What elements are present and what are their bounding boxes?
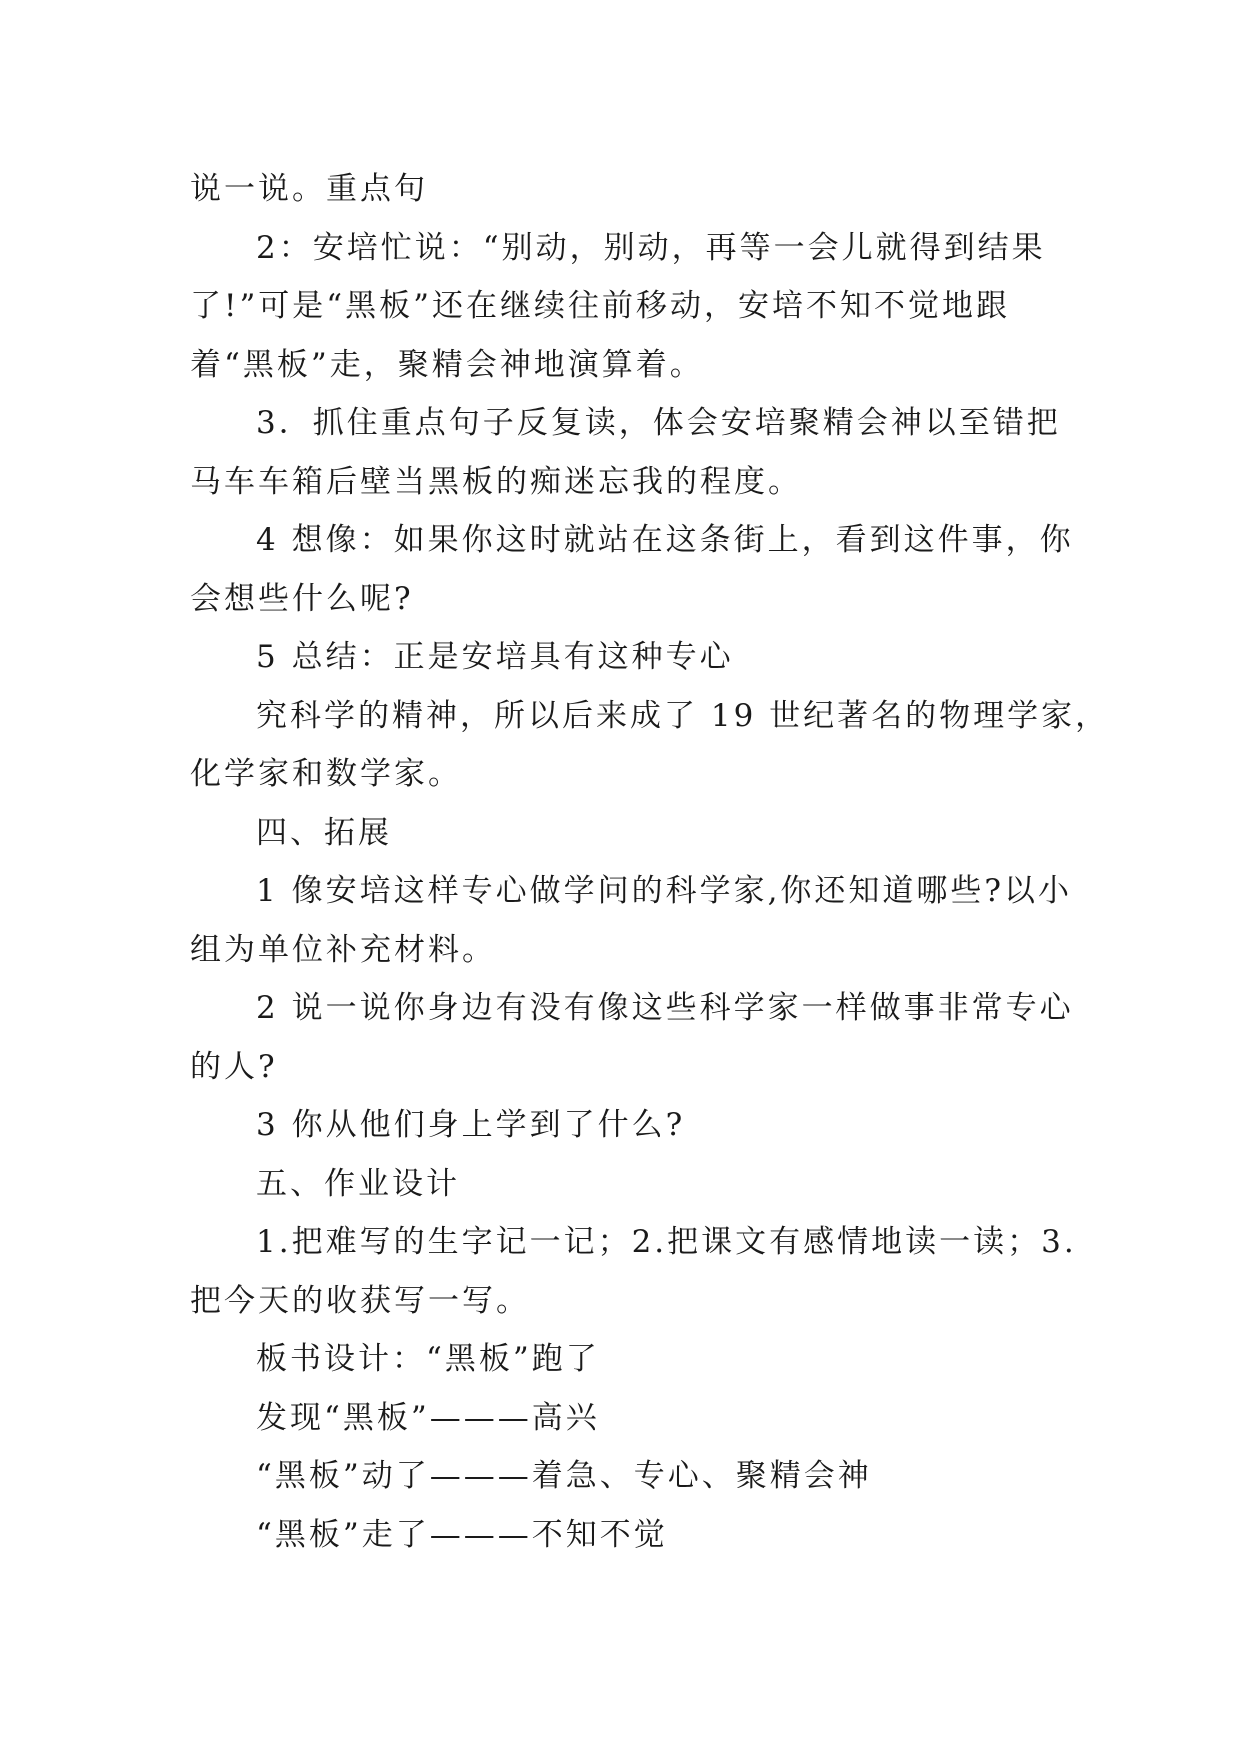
text-line: 4 想像：如果你这时就站在这条街上，看到这件事，你 — [256, 522, 1074, 558]
text-line: 说一说。重点句 — [190, 171, 428, 207]
text-line: 会想些什么呢? — [190, 580, 414, 617]
text-line: 5 总结：正是安培具有这种专心 — [256, 639, 734, 675]
text-line: 1.把难写的生字记一记；2.把课文有感情地读一读；3. — [256, 1224, 1077, 1260]
text-line: 3．抓住重点句子反复读，体会安培聚精会神以至错把 — [256, 405, 1061, 441]
text-line: 究科学的精神，所以后来成了 19 世纪著名的物理学家， — [256, 697, 1110, 734]
board-design-line: 发现“黑板”———高兴 — [256, 1399, 600, 1436]
text-line: 2 说一说你身边有没有像这些科学家一样做事非常专心 — [256, 990, 1074, 1026]
text-line: 2：安培忙说：“别动，别动，再等一会儿就得到结果 — [256, 229, 1046, 266]
text-line: 马车车箱后壁当黑板的痴迷忘我的程度。 — [190, 463, 802, 500]
text-line: 把今天的收获写一写。 — [190, 1282, 530, 1319]
section-heading: 四、拓展 — [256, 814, 392, 851]
text-line: 化学家和数学家。 — [190, 756, 462, 792]
text-line: 3 你从他们身上学到了什么? — [256, 1107, 686, 1143]
text-line: 1 像安培这样专心做学问的科学家,你还知道哪些?以小 — [256, 873, 1073, 909]
text-line: 了!”可是“黑板”还在继续往前移动，安培不知不觉地跟 — [190, 288, 1010, 324]
text-line: 的人? — [190, 1048, 278, 1085]
document-body — [190, 160, 1110, 1564]
board-design-line: “黑板”走了———不知不觉 — [256, 1516, 668, 1553]
board-design-line: “黑板”动了———着急、专心、聚精会神 — [256, 1458, 872, 1494]
text-line: 着“黑板”走，聚精会神地演算着。 — [190, 346, 704, 383]
text-line: 组为单位补充材料。 — [190, 931, 496, 968]
section-heading: 五、作业设计 — [256, 1165, 460, 1202]
board-design-title: 板书设计：“黑板”跑了 — [256, 1341, 600, 1377]
